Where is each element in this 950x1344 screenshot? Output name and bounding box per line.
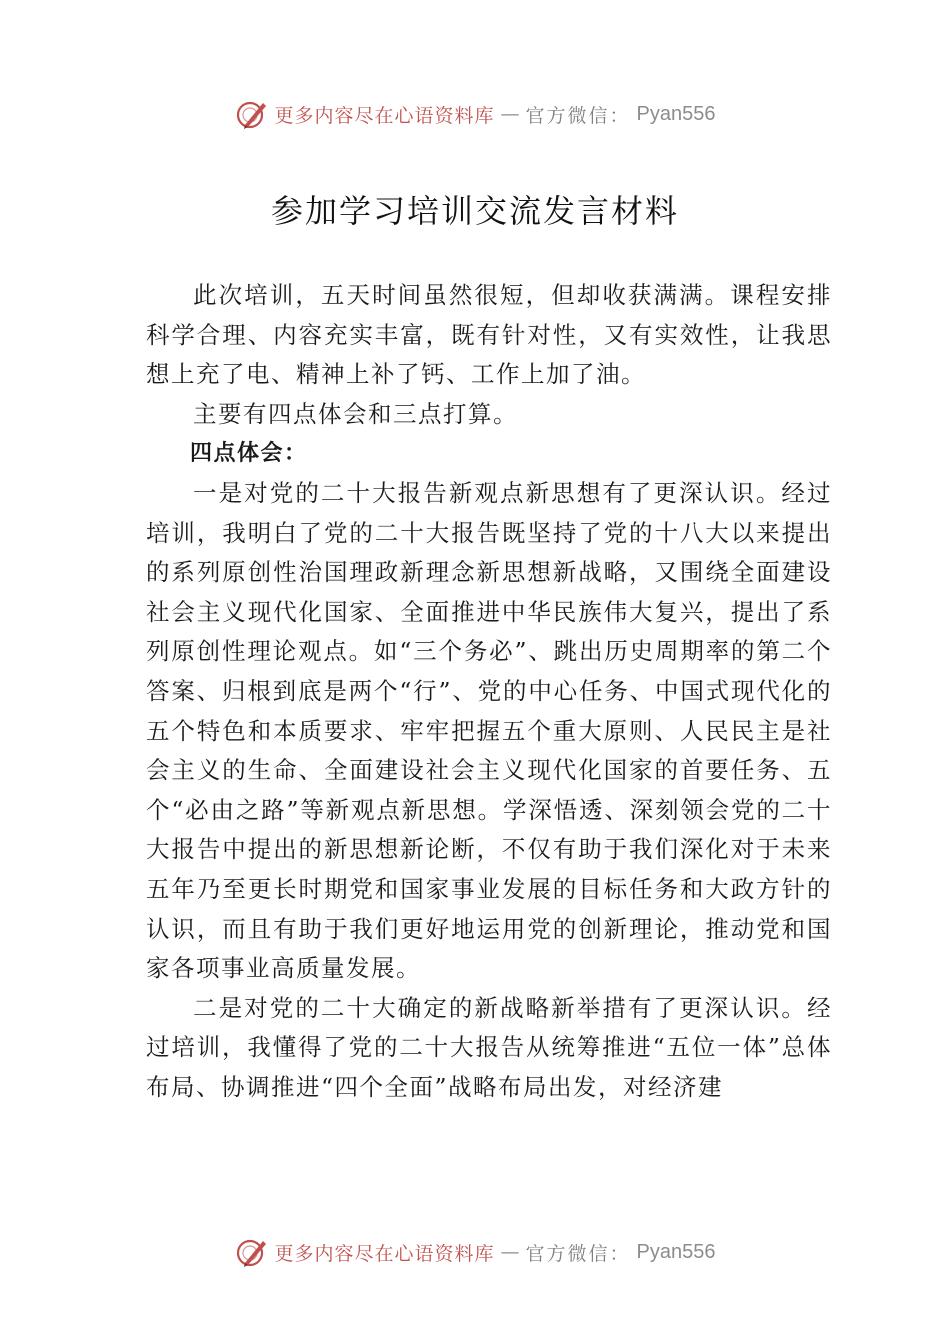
paragraph-intro: 此次培训，五天时间虽然很短，但却收获满满。课程安排科学合理、内容充实丰富，既有针对性，又有实效性，让我思想上充了电、精神上补了钙、工作上加了油。 xyxy=(146,281,832,389)
wechat-id: Pyan556 xyxy=(636,102,716,125)
section-heading: 四点体会： xyxy=(190,441,308,467)
brand-name: 更多内容尽在心语资料库 xyxy=(274,104,495,127)
pen-logo-icon xyxy=(235,1235,269,1269)
separator-dash: — xyxy=(500,1241,520,1263)
paragraph-point-two: 二是对党的二十大确定的新战略新举措有了更深认识。经过培训，我懂得了党的二十大报告从统筹推进“五位一体”总体布局、协调推进“四个全面”战略布局出发，对经济建 xyxy=(146,993,832,1101)
paragraph-summary: 主要有四点体会和三点打算。 xyxy=(193,399,518,428)
footer-banner xyxy=(0,1232,950,1272)
pen-logo-icon xyxy=(235,97,269,131)
document-body xyxy=(146,276,832,1107)
wechat-label: 官方微信： xyxy=(525,104,631,127)
wechat-id: Pyan556 xyxy=(636,1240,716,1263)
paragraph-point-one: 一是对党的二十大报告新观点新思想有了更深认识。经过培训，我明白了党的二十大报告既坚持了党的十八大以来提出的系列原创性治国理政新理念新思想新战略，又围绕全面建设社会主义现代化国家、全面推进中华民族伟大复兴，提出了系列原创性理论观点。如“三个务必”、跳出历史周期率的第二个答案、归根到底是两个“行”、党的中心任务、中国式现代化的五个特色和本质要求、牢牢把握五个重大原则、人民民主是社会主义的生命、全面建设社会主义现代化国家的首要任务、五个“必由之路”等新观点新思想。学深悟透、深刻领会党的二十大报告中提出的新思想新论断，不仅有助于我们深化对于未来五年乃至更长时期党和国家事业发展的目标任务和大政方针的认识，而且有助于我们更好地运用党的创新理论，推动党和国家各项事业高质量发展。 xyxy=(146,478,832,983)
document-title: 参加学习培训交流发言材料 xyxy=(270,192,679,230)
header-banner xyxy=(0,94,950,134)
separator-dash: — xyxy=(500,103,520,125)
brand-name: 更多内容尽在心语资料库 xyxy=(274,1242,495,1265)
wechat-label: 官方微信： xyxy=(525,1242,631,1265)
